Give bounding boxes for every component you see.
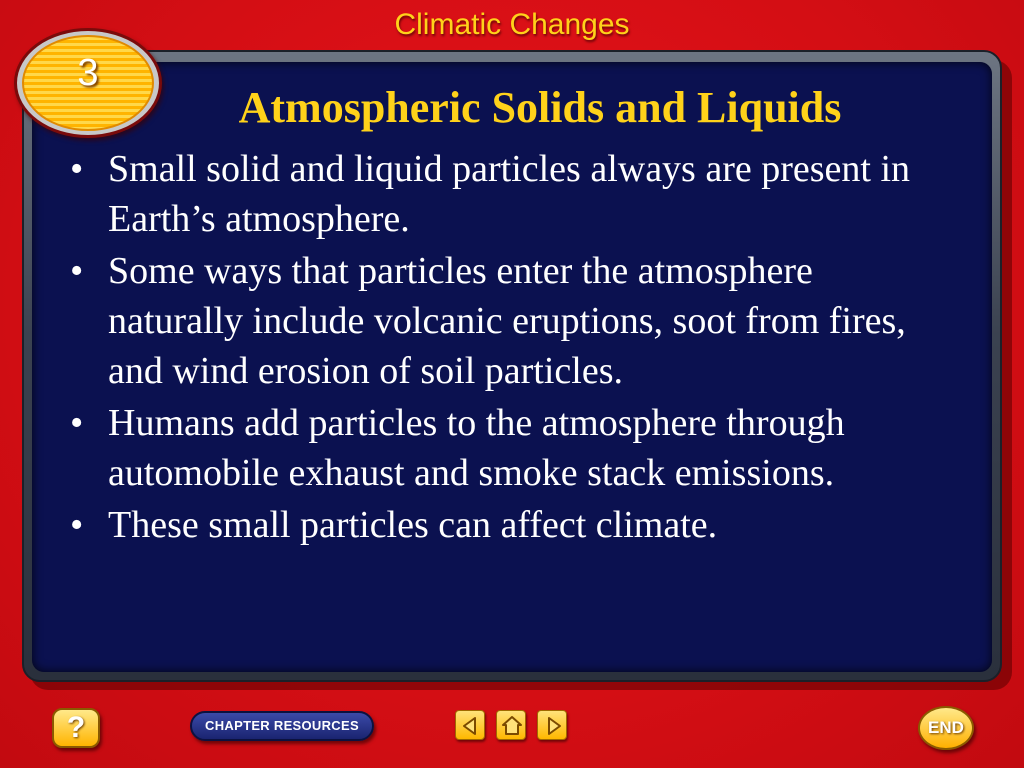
section-title: Climatic Changes <box>394 8 630 41</box>
chapter-resources-button[interactable]: CHAPTER RESOURCES <box>190 711 374 741</box>
bullet-item: • These small particles can affect climate. <box>70 500 950 550</box>
bullet-item: • Some ways that particles enter the atmosphere naturally include volcanic eruptions, soot from fires, and wind erosion of soil particles. <box>70 246 950 396</box>
section-number: 3 <box>77 52 99 94</box>
left-arrow-icon <box>459 714 483 738</box>
right-arrow-icon <box>541 714 565 738</box>
bullet-list <box>70 144 950 552</box>
home-button[interactable] <box>496 710 526 740</box>
bullet-item: • Small solid and liquid particles always are present in Earth’s atmosphere. <box>70 144 950 244</box>
help-button[interactable]: ? <box>52 708 100 748</box>
home-icon <box>500 714 524 738</box>
bullet-item: • Humans add particles to the atmosphere through automobile exhaust and smoke stack emissions. <box>70 398 950 498</box>
end-button[interactable]: END <box>918 706 974 750</box>
footer-toolbar <box>0 700 1024 768</box>
previous-button[interactable] <box>455 710 485 740</box>
slide-heading: Atmospheric Solids and Liquids <box>238 83 842 132</box>
next-button[interactable] <box>537 710 567 740</box>
